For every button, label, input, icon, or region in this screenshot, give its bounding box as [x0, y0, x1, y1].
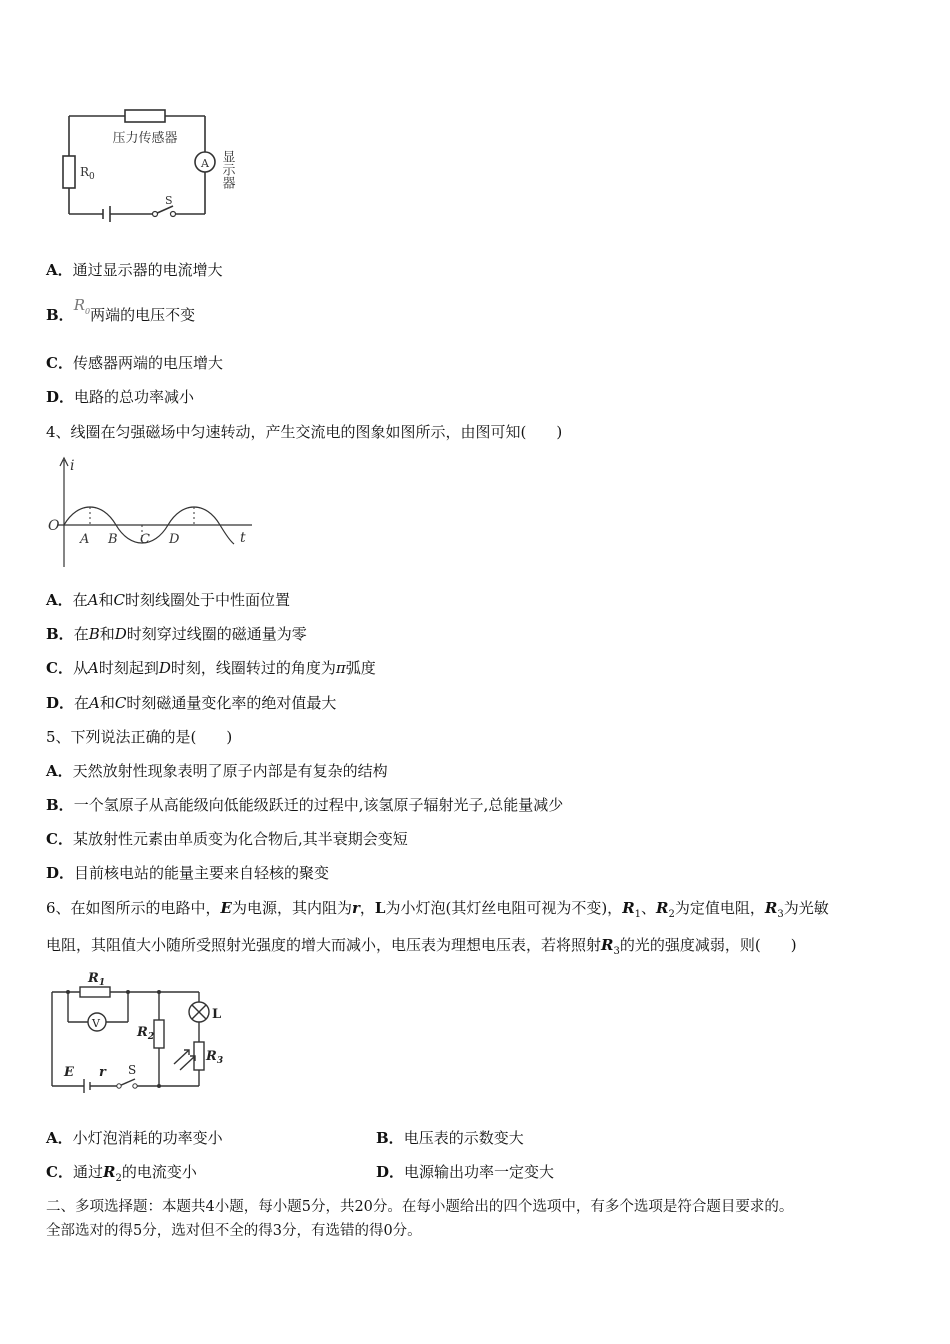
switch-label: S [165, 194, 173, 207]
r0-label: $R_0$ [80, 165, 95, 182]
q4-option-b[interactable]: B．在B和D时刻穿过线圈的磁通量为零 [46, 625, 307, 643]
fig-e-label: E [64, 1065, 74, 1080]
sensor-label: 压力传感器 [112, 131, 178, 146]
q5-option-d[interactable]: D．目前核电站的能量主要来自轻核的聚变 [46, 864, 330, 882]
graph-t-label: t [240, 530, 246, 546]
q6-stem-line-2: 电阻，其阻值大小随所受照射光强度的增大而减小，电压表为理想电压表，若将照射$R_3$的光的强度减弱，则( ) [46, 936, 797, 957]
q3-option-c[interactable]: C．传感器两端的电压增大 [46, 354, 223, 372]
q4-ac-graph [40, 452, 265, 570]
section2-instruction-2: 全部选对的得5分，选对但不全的得3分，有选错的得0分。 [46, 1223, 422, 1239]
q6-option-c[interactable]: C．通过$R_2$的电流变小 [46, 1163, 197, 1184]
q4-stem: 4、线圈在匀强磁场中匀速转动，产生交流电的图象如图所示，由图可知( ) [46, 423, 563, 441]
q5-stem: 5、下列说法正确的是( ) [46, 728, 233, 746]
graph-i-label: i [70, 458, 75, 474]
fig-lamp-label: L [212, 1007, 222, 1022]
graph-point-label: A [80, 532, 90, 547]
q6-option-d[interactable]: D．电源输出功率一定变大 [376, 1163, 555, 1181]
q6-option-a[interactable]: A．小灯泡消耗的功率变小 [46, 1129, 223, 1147]
display-label: 显示器 [219, 150, 235, 189]
fig-switch-label: S [128, 1063, 137, 1077]
q6-stem-line-1: 6、在如图所示的电路中，E为电源，其内阻为r，L为小灯泡(其灯丝电阻可视为不变)，$R_1$、$R_2$为定值电阻，$R_3$为光敏 [46, 899, 829, 920]
voltmeter-label: V [92, 1017, 100, 1030]
q5-option-a[interactable]: A．天然放射性现象表明了原子内部是有复杂的结构 [46, 762, 388, 780]
q4-option-d[interactable]: D．在A和C时刻磁通量变化率的绝对值最大 [46, 694, 337, 712]
fig-r2-label: $R_2$ [137, 1025, 155, 1042]
section2-instruction-1: 二、多项选择题：本题共4小题，每小题5分，共20分。在每小题给出的四个选项中，有多个选项是符合题目要求的。 [46, 1199, 794, 1215]
q6-circuit-figure [44, 968, 239, 1098]
q3-circuit-figure [55, 100, 255, 230]
ammeter-label: A [201, 157, 209, 170]
q5-option-b[interactable]: B．一个氢原子从高能级向低能级跃迁的过程中,该氢原子辐射光子,总能量减少 [46, 796, 564, 814]
graph-point-label: C [140, 532, 150, 547]
fig-r1-label: $R_1$ [88, 971, 106, 988]
q6-option-b[interactable]: B．电压表的示数变大 [376, 1129, 524, 1147]
r0-symbol: $R_0$ [73, 296, 91, 316]
graph-origin-label: O [48, 518, 60, 534]
q3-option-a[interactable]: A．通过显示器的电流增大 [46, 261, 223, 279]
fig-r-label: r [99, 1065, 106, 1080]
fig-r3-label: $R_3$ [206, 1049, 224, 1066]
q3-option-d[interactable]: D．电路的总功率减小 [46, 388, 195, 406]
q4-option-c[interactable]: C．从A时刻起到D时刻，线圈转过的角度为π弧度 [46, 659, 376, 677]
q3-option-b[interactable]: B．$R_0$两端的电压不变 [46, 296, 196, 324]
q4-option-a[interactable]: A．在A和C时刻线圈处于中性面位置 [46, 591, 291, 609]
q5-option-c[interactable]: C．某放射性元素由单质变为化合物后,其半衰期会变短 [46, 830, 408, 848]
graph-point-label: D [169, 532, 180, 547]
graph-point-label: B [108, 532, 118, 547]
